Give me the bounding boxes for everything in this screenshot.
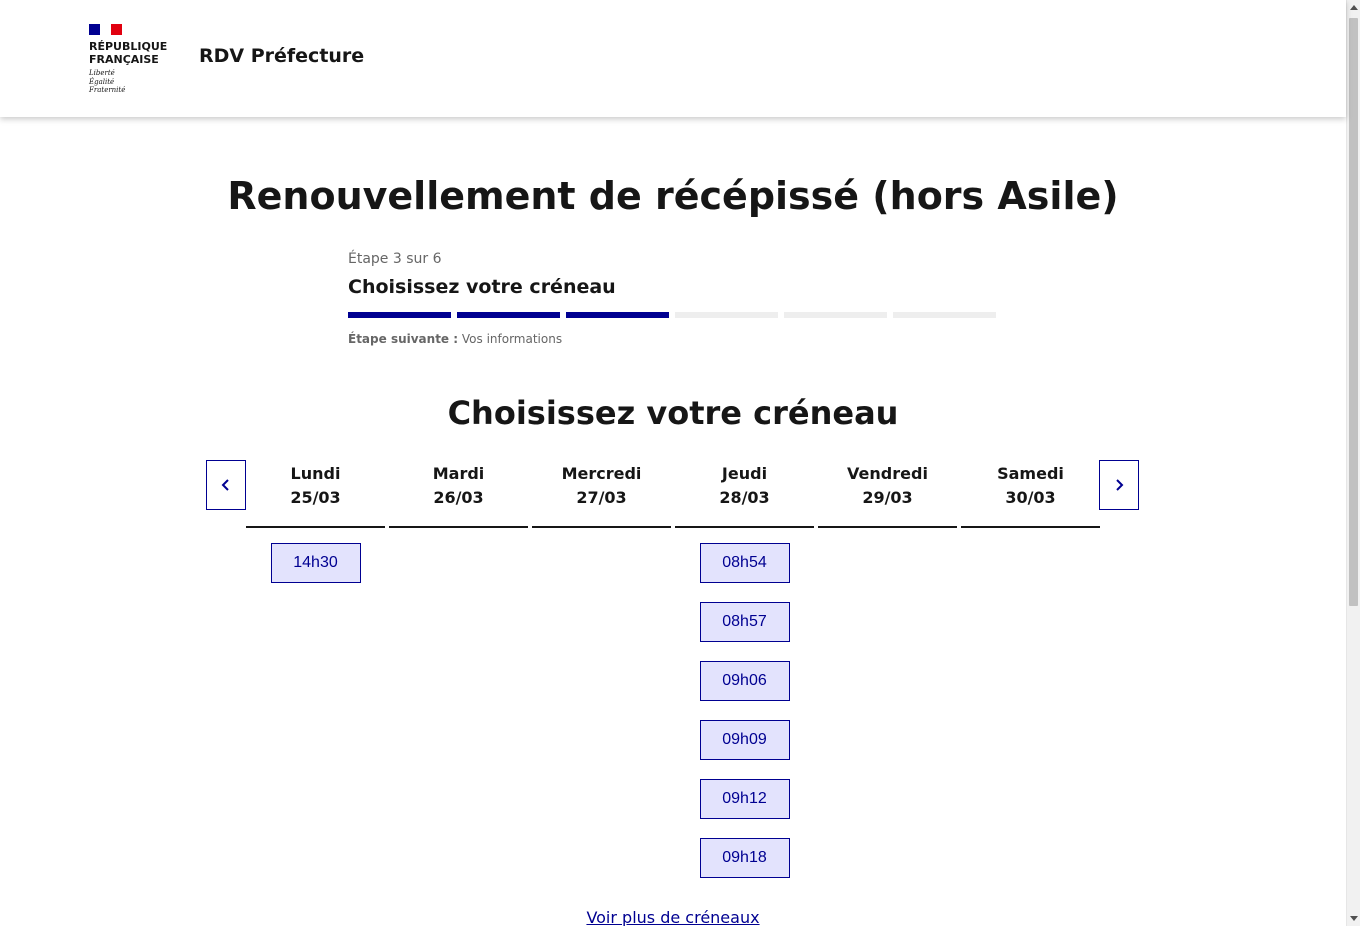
time-slot-button[interactable]: 09h09 [700,720,790,760]
stepper [348,251,998,346]
day-column [818,460,957,878]
day-column [532,460,671,878]
more-slots-link[interactable]: Voir plus de créneaux [586,908,760,926]
logo-motto: Liberté Égalité Fraternité [89,69,126,94]
slot-list [246,543,385,583]
day-header [389,460,528,528]
day-name: Lundi [290,464,341,483]
calendar-days [246,460,1100,878]
step-count: Étape 3 sur 6 [348,251,442,267]
day-column [675,460,814,878]
time-slot-button[interactable]: 09h06 [700,661,790,701]
calendar-title: Choisissez votre créneau [447,394,899,432]
day-header [246,460,385,528]
site-name-link[interactable]: RDV Préfecture [199,45,365,67]
day-name: Mardi [432,464,485,483]
day-date: 30/03 [1005,488,1056,507]
logo-text: RÉPUBLIQUE FRANÇAISE [89,40,168,66]
time-slot-button[interactable]: 08h57 [700,602,790,642]
next-days-button[interactable] [1099,460,1139,510]
day-column [961,460,1100,878]
step-bar-6 [893,312,996,318]
step-next [348,332,998,346]
step-bar-2 [457,312,560,318]
day-name: Samedi [997,464,1064,483]
step-title: Choisissez votre créneau [348,276,616,298]
step-progress-bars [348,312,998,318]
day-name: Vendredi [847,464,928,483]
republique-francaise-logo[interactable] [89,24,179,95]
site-header [0,0,1346,117]
page-scrollbar[interactable] [1346,0,1360,926]
time-slot-button[interactable]: 09h18 [700,838,790,878]
step-bar-4 [675,312,778,318]
page-title: Renouvellement de récépissé (hors Asile) [227,174,1119,218]
step-next-value: Vos informations [461,332,563,346]
time-slot-button[interactable]: 14h30 [271,543,361,583]
slot-list [675,543,814,878]
day-column [389,460,528,878]
day-date: 26/03 [433,488,484,507]
step-bar-5 [784,312,887,318]
day-date: 27/03 [576,488,627,507]
day-date: 25/03 [290,488,341,507]
step-next-label: Étape suivante : [348,332,459,346]
day-header [818,460,957,528]
step-bar-3 [566,312,669,318]
chevron-right-icon [1112,478,1126,492]
time-slot-button[interactable]: 08h54 [700,543,790,583]
day-header [961,460,1100,528]
french-flag-icon [89,24,122,35]
previous-days-button[interactable] [206,460,246,510]
day-name: Mercredi [561,464,642,483]
time-slot-button[interactable]: 09h12 [700,779,790,819]
scroll-up-arrow-icon[interactable] [1350,5,1358,10]
day-date: 29/03 [862,488,913,507]
day-column [246,460,385,878]
day-header [675,460,814,528]
chevron-left-icon [219,478,233,492]
step-bar-1 [348,312,451,318]
day-header [532,460,671,528]
scrollbar-thumb[interactable] [1349,18,1358,606]
scroll-down-arrow-icon[interactable] [1350,916,1358,921]
day-name: Jeudi [721,464,768,483]
day-date: 28/03 [719,488,770,507]
